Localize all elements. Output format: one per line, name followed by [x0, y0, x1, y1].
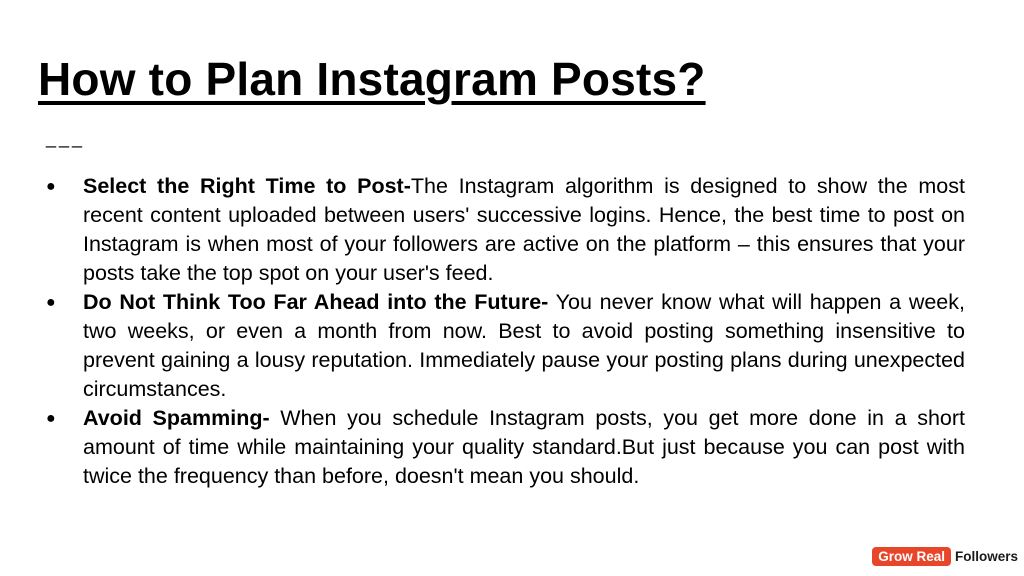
bullet-heading: Avoid Spamming- — [83, 406, 270, 430]
list-item — [46, 172, 965, 288]
bullet-text: When you schedule Instagram posts, you get more done in a short amount of time while maintaining your quality standard.But just because you can post with twice the frequency than before, doesn't mean you should. — [83, 406, 965, 488]
bullet-heading: Do Not Think Too Far Ahead into the Future- — [83, 290, 549, 314]
list-item — [46, 404, 965, 491]
bullet-icon: ● — [46, 410, 56, 427]
bullet-list — [46, 172, 965, 491]
brand-logo — [872, 547, 1018, 566]
bullet-heading: Select the Right Time to Post- — [83, 174, 411, 198]
brand-badge: Grow Real — [872, 547, 951, 566]
bullet-icon: ● — [46, 178, 56, 195]
list-item — [46, 288, 965, 404]
brand-text: Followers — [954, 549, 1018, 564]
bullet-icon: ● — [46, 294, 56, 311]
page-title: How to Plan Instagram Posts? — [38, 53, 706, 105]
bullet-text: You never know what will happen a week, two weeks, or even a month from now. Best to avoid posting something insensitive to prevent gaining a lousy reputation. Immediately pause your posting plans during unexpected circumstances. — [83, 290, 965, 401]
title-separator: ___ — [46, 128, 86, 148]
bullet-text: The Instagram algorithm is designed to show the most recent content uploaded between users' successive logins. Hence, the best time to post on Instagram is when most of your followers are active on the platform – this ensures that your posts take the top spot on your user's feed. — [83, 174, 965, 285]
